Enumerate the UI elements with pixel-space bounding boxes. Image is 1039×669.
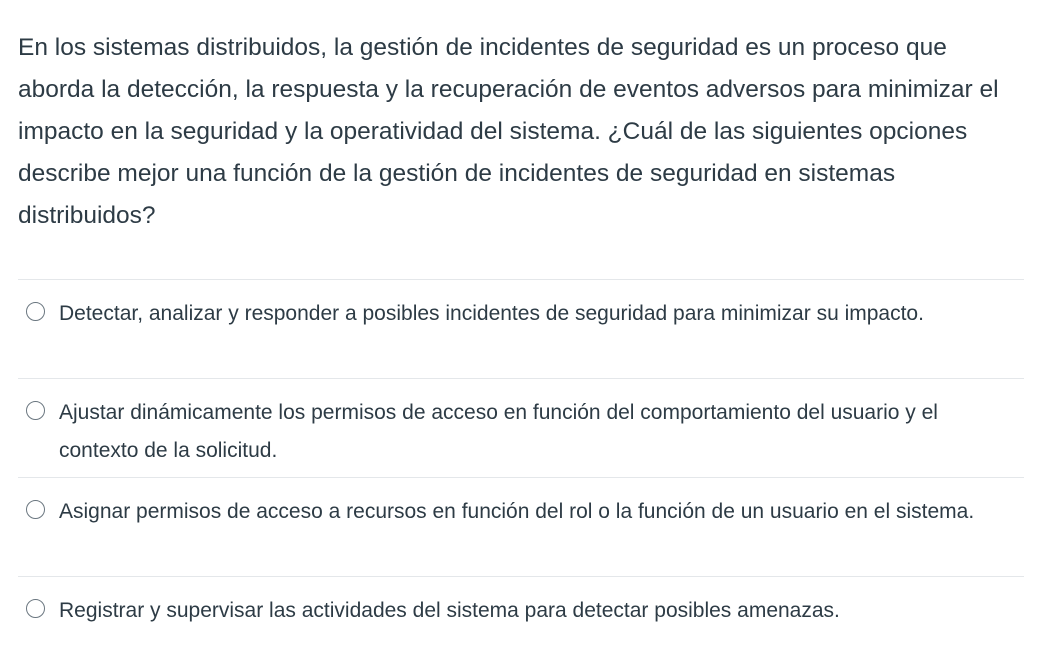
- answer-label: Registrar y supervisar las actividades del sistema para detectar posibles amenazas.: [59, 599, 840, 622]
- answer-option-3[interactable]: [18, 477, 1024, 576]
- answer-option-1[interactable]: [18, 279, 1024, 378]
- answer-label: Ajustar dinámicamente los permisos de acceso en función del comportamiento del usuario y el contexto de la solicitud.: [59, 401, 938, 462]
- answer-label: Detectar, analizar y responder a posibles incidentes de seguridad para minimizar su impacto.: [59, 302, 924, 325]
- answer-list: [18, 279, 1024, 656]
- radio-button[interactable]: [26, 500, 45, 519]
- answer-option-4[interactable]: [18, 576, 1024, 656]
- answer-label: Asignar permisos de acceso a recursos en función del rol o la función de un usuario en el sistema.: [59, 500, 975, 523]
- question-text: En los sistemas distribuidos, la gestión de incidentes de seguridad es un proceso que aborda la detección, la respuesta y la recuperación de eventos adversos para minimizar el impacto en la seguridad y la operatividad del sistema. ¿Cuál de las siguientes opciones describe mejor una función de la gestión de incidentes de seguridad en sistemas distribuidos?: [18, 34, 999, 229]
- radio-button[interactable]: [26, 599, 45, 618]
- answer-option-2[interactable]: [18, 378, 1024, 477]
- radio-button[interactable]: [26, 401, 45, 420]
- radio-button[interactable]: [26, 302, 45, 321]
